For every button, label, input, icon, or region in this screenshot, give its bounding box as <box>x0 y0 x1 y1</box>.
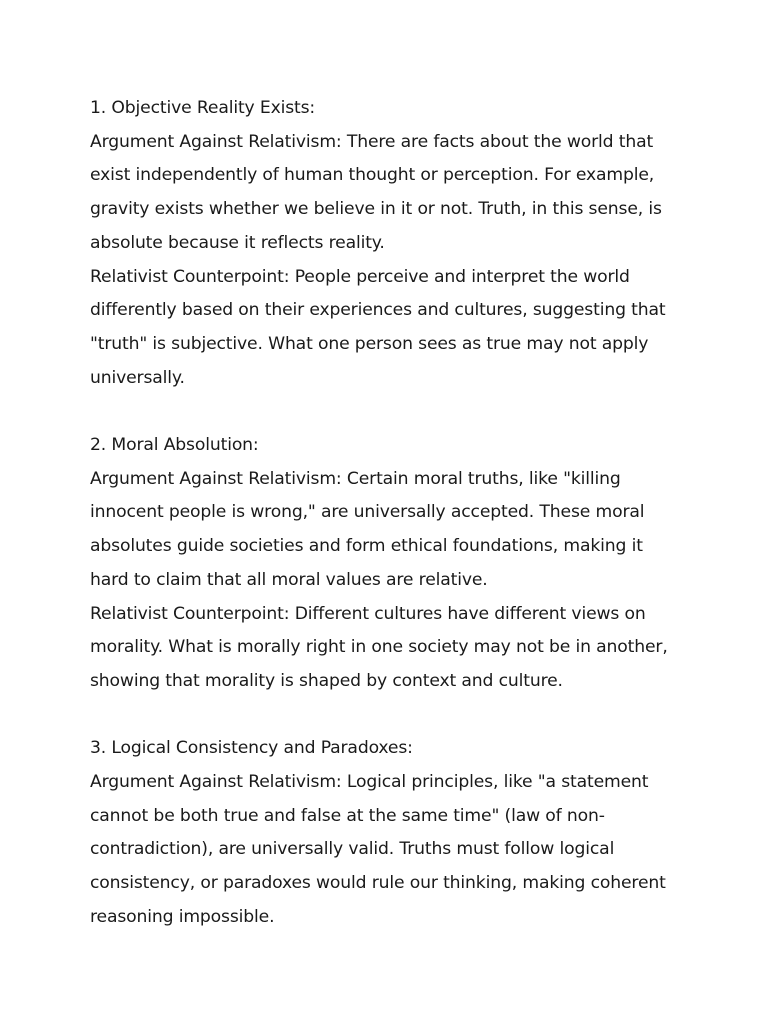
text-line: "truth" is subjective. What one person sees as true may not apply <box>90 333 649 354</box>
text-line: cannot be both true and false at the same time" (law of non- <box>90 805 605 826</box>
text-line: contradiction), are universally valid. Truths must follow logical <box>90 839 615 860</box>
section-heading: 1. Objective Reality Exists: <box>90 98 316 118</box>
text-line: morality. What is morally right in one society may not be in another, <box>90 637 668 658</box>
text-line: differently based on their experiences and cultures, suggesting that <box>90 300 666 321</box>
text-line: consistency, or paradoxes would rule our thinking, making coherent <box>90 873 666 894</box>
document-page <box>90 92 690 935</box>
text-line: absolute because it reflects reality. <box>90 232 385 253</box>
text-line: showing that morality is shaped by context and culture. <box>90 670 563 691</box>
text-line: Relativist Counterpoint: Different cultures have different views on <box>90 603 646 624</box>
text-line: Relativist Counterpoint: People perceive and interpret the world <box>90 266 630 287</box>
text-line: gravity exists whether we believe in it or not. Truth, in this sense, is <box>90 199 662 220</box>
text-line: Argument Against Relativism: Certain moral truths, like "killing <box>90 468 621 489</box>
section-heading: 2. Moral Absolution: <box>90 435 259 456</box>
text-line: exist independently of human thought or perception. For example, <box>90 165 655 186</box>
text-line: innocent people is wrong," are universally accepted. These moral <box>90 502 645 523</box>
text-line: absolutes guide societies and form ethical foundations, making it <box>90 536 643 557</box>
text-line: hard to claim that all moral values are relative. <box>90 569 488 590</box>
section-moral-absolution <box>90 429 690 699</box>
text-line: Argument Against Relativism: There are facts about the world that <box>90 131 654 152</box>
text-line: universally. <box>90 367 185 388</box>
text-line: reasoning impossible. <box>90 906 275 927</box>
section-heading: 3. Logical Consistency and Paradoxes: <box>90 738 413 759</box>
text-line: Argument Against Relativism: Logical principles, like "a statement <box>90 772 649 793</box>
section-objective-reality <box>90 92 690 395</box>
section-logical-consistency <box>90 732 690 934</box>
